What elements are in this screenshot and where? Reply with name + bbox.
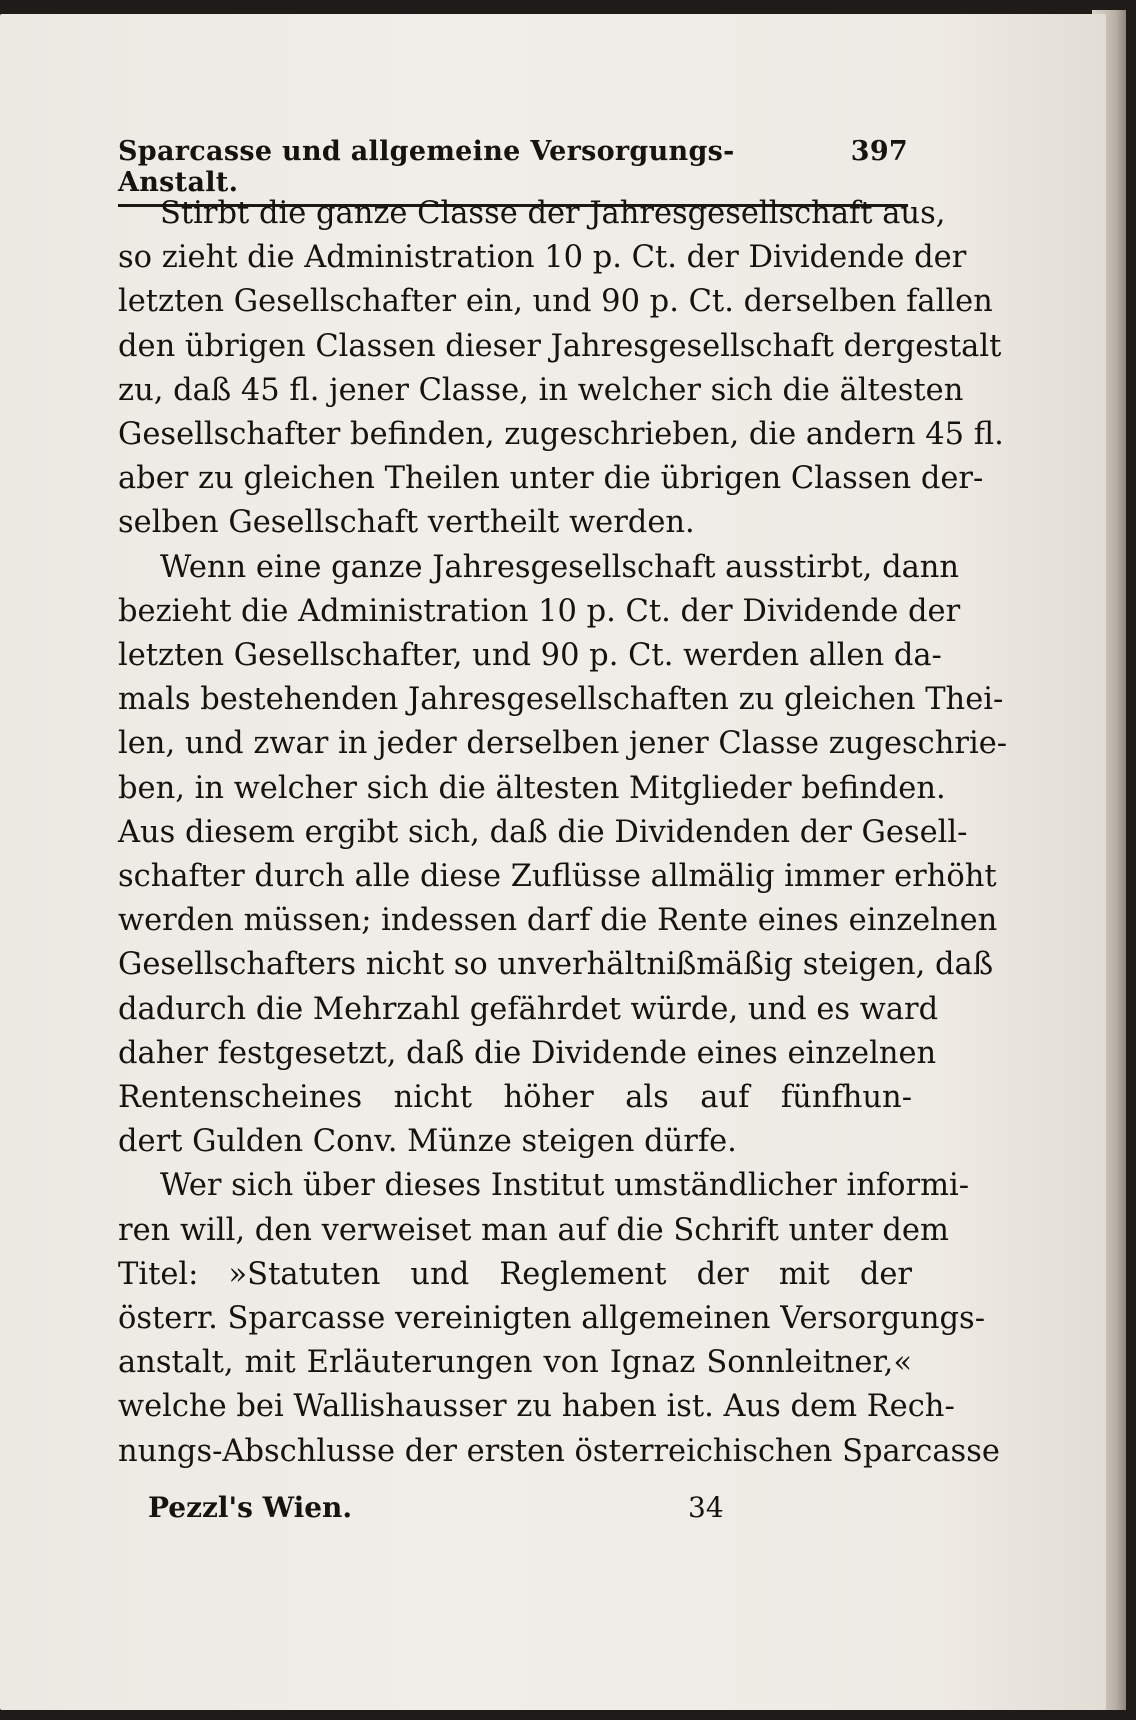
text-line: Rentenscheines nicht höher als auf fünfhun- bbox=[118, 1080, 912, 1116]
text-line: dert Gulden Conv. Münze steigen dürfe. bbox=[118, 1124, 737, 1160]
text-line: zu, daß 45 fl. jener Classe, in welcher sich die ältesten bbox=[118, 372, 964, 408]
text-line: len, und zwar in jeder derselben jener Classe zugeschrie- bbox=[118, 726, 1008, 762]
text-line: bezieht die Administration 10 p. Ct. der Dividende der bbox=[118, 593, 961, 629]
text-line: letzten Gesellschafter, und 90 p. Ct. werden allen da- bbox=[118, 638, 942, 674]
text-line: Gesellschafter befinden, zugeschrieben, die andern 45 fl. bbox=[118, 417, 1004, 453]
text-line: Stirbt die ganze Classe der Jahresgesellschaft aus, bbox=[160, 196, 946, 231]
signature-mark: Pezzl's Wien. bbox=[148, 1491, 353, 1524]
body-text bbox=[118, 192, 1008, 1474]
text-line: Gesellschafters nicht so unverhältnißmäßig steigen, daß bbox=[118, 947, 994, 983]
text-line: mals bestehenden Jahresgesellschaften zu gleichen Thei- bbox=[118, 682, 1004, 718]
sheet-number: 34 bbox=[688, 1491, 724, 1524]
text-line: ren will, den verweiset man auf die Schrift unter dem bbox=[118, 1212, 949, 1248]
text-line: welche bei Wallishausser zu haben ist. Aus dem Rech- bbox=[118, 1389, 955, 1425]
page-number: 397 bbox=[850, 136, 908, 167]
text-line: ben, in welcher sich die ältesten Mitglieder befinden. bbox=[118, 770, 946, 806]
text-line: Wenn eine ganze Jahresgesellschaft ausstirbt, dann bbox=[160, 549, 960, 585]
text-line: selben Gesellschaft vertheilt werden. bbox=[118, 505, 695, 541]
text-line: letzten Gesellschafter ein, und 90 p. Ct. derselben fallen bbox=[118, 284, 993, 320]
book-page bbox=[0, 14, 1106, 1710]
text-line: Titel: »Statuten und Reglement der mit der bbox=[118, 1256, 912, 1292]
text-line: Aus diesem ergibt sich, daß die Dividenden der Gesell- bbox=[118, 814, 968, 850]
running-head-title: Sparcasse und allgemeine Versorgungs-Anstalt. bbox=[118, 136, 735, 198]
text-line: werden müssen; indessen darf die Rente eines einzelnen bbox=[118, 903, 998, 939]
text-line: daher festgesetzt, daß die Dividende eines einzelnen bbox=[118, 1035, 937, 1071]
text-line: so zieht die Administration 10 p. Ct. der Dividende der bbox=[118, 240, 967, 276]
text-line: nungs-Abschlusse der ersten österreichischen Sparcasse bbox=[118, 1433, 1000, 1469]
text-line: schafter durch alle diese Zuflüsse allmälig immer erhöht bbox=[118, 859, 997, 895]
text-line: aber zu gleichen Theilen unter die übrigen Classen der- bbox=[118, 461, 984, 497]
text-line: den übrigen Classen dieser Jahresgesellschaft dergestalt bbox=[118, 328, 1002, 364]
text-line: anstalt, mit Erläuterungen von Ignaz Sonnleitner,« bbox=[118, 1345, 912, 1381]
page-footer bbox=[148, 1491, 748, 1524]
text-line: dadurch die Mehrzahl gefährdet würde, und es ward bbox=[118, 991, 939, 1027]
text-line: Wer sich über dieses Institut umständlicher informi- bbox=[160, 1168, 970, 1204]
text-line: österr. Sparcasse vereinigten allgemeinen Versorgungs- bbox=[118, 1301, 986, 1337]
